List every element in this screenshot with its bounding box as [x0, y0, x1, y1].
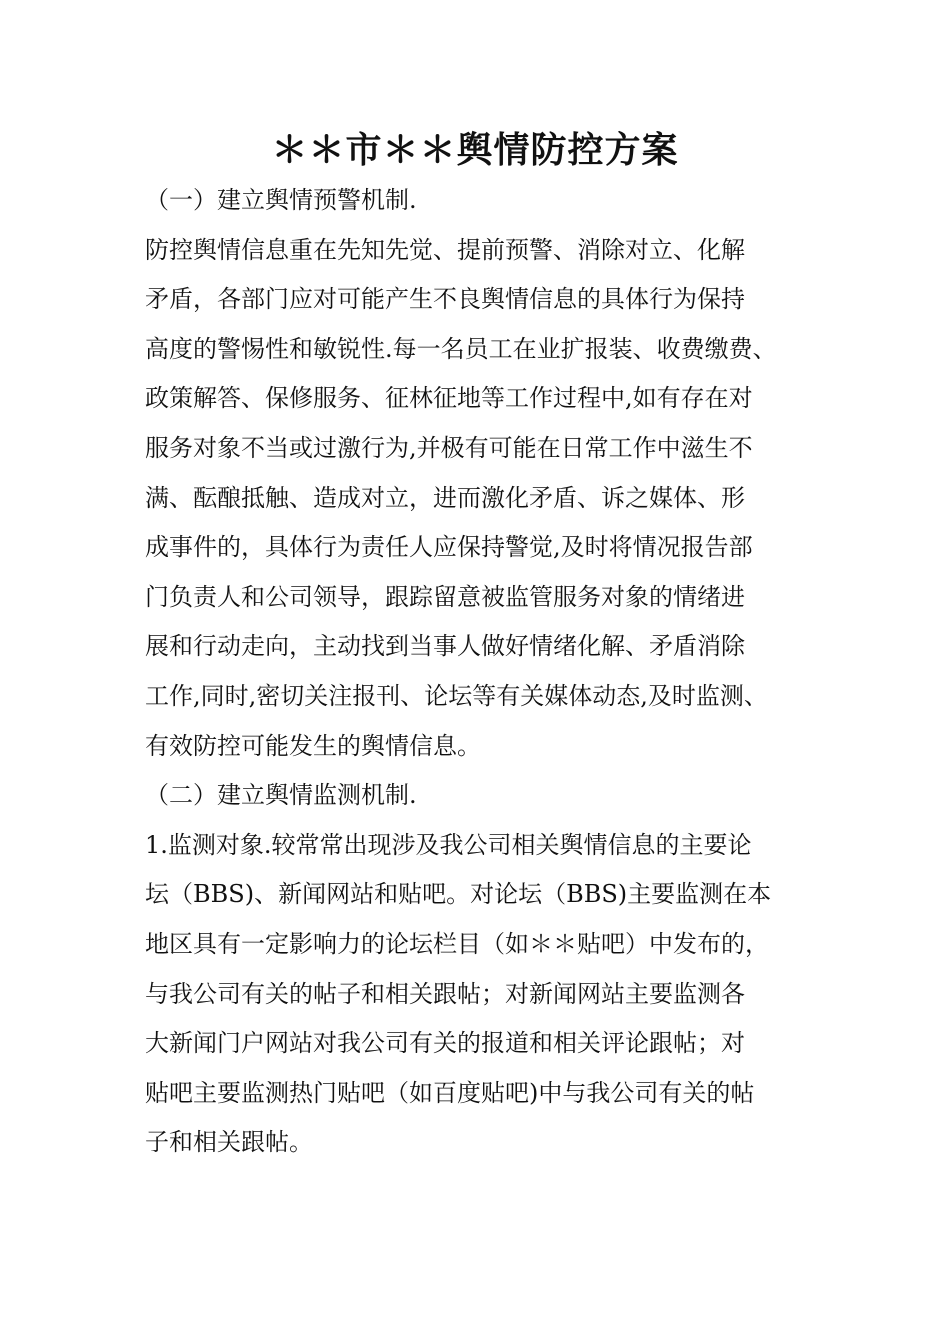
paragraph-line: 政策解答、保修服务、征林征地等工作过程中,如有存在对	[145, 384, 753, 413]
paragraph-line: 矛盾，各部门应对可能产生不良舆情信息的具体行为保持	[145, 285, 745, 314]
paragraph-line: 贴吧主要监测热门贴吧（如百度贴吧)中与我公司有关的帖	[145, 1078, 755, 1107]
paragraph-line: 坛（BBS)、新闻网站和贴吧。对论坛（BBS)主要监测在本	[145, 880, 772, 909]
paragraph-line: 1.监测对象.较常常出现涉及我公司相关舆情信息的主要论	[145, 830, 752, 859]
paragraph-line: 展和行动走向，主动找到当事人做好情绪化解、矛盾消除	[145, 632, 745, 661]
paragraph-line: 地区具有一定影响力的论坛栏目（如＊＊贴吧）中发布的，	[145, 929, 769, 958]
paragraph-line: 有效防控可能发生的舆情信息。	[145, 731, 481, 760]
document-title: ＊＊市＊＊舆情防控方案	[271, 129, 679, 171]
section-heading-1: （一）建立舆情预警机制.	[145, 186, 417, 214]
paragraph-line: 大新闻门户网站对我公司有关的报道和相关评论跟帖；对	[145, 1029, 745, 1058]
paragraph-line: 防控舆情信息重在先知先觉、提前预警、消除对立、化解	[145, 235, 745, 264]
paragraph-line: 门负责人和公司领导，跟踪留意被监管服务对象的情绪进	[145, 582, 745, 611]
document-body	[145, 176, 825, 1168]
section-heading-2: （二）建立舆情监测机制.	[145, 781, 417, 810]
paragraph-line: 子和相关跟帖。	[145, 1128, 313, 1157]
paragraph-line: 成事件的，具体行为责任人应保持警觉,及时将情况报告部	[145, 533, 753, 562]
paragraph-line: 与我公司有关的帖子和相关跟帖；对新闻网站主要监测各	[145, 979, 745, 1008]
paragraph-line: 高度的警惕性和敏锐性.每一名员工在业扩报装、收费缴费、	[145, 334, 777, 363]
paragraph-line: 满、酝酿抵触、造成对立，进而激化矛盾、诉之媒体、形	[145, 483, 745, 512]
paragraph-line: 服务对象不当或过激行为,并极有可能在日常工作中滋生不	[145, 433, 753, 462]
paragraph-line: 工作,同时,密切关注报刊、论坛等有关媒体动态,及时监测、	[145, 681, 768, 710]
